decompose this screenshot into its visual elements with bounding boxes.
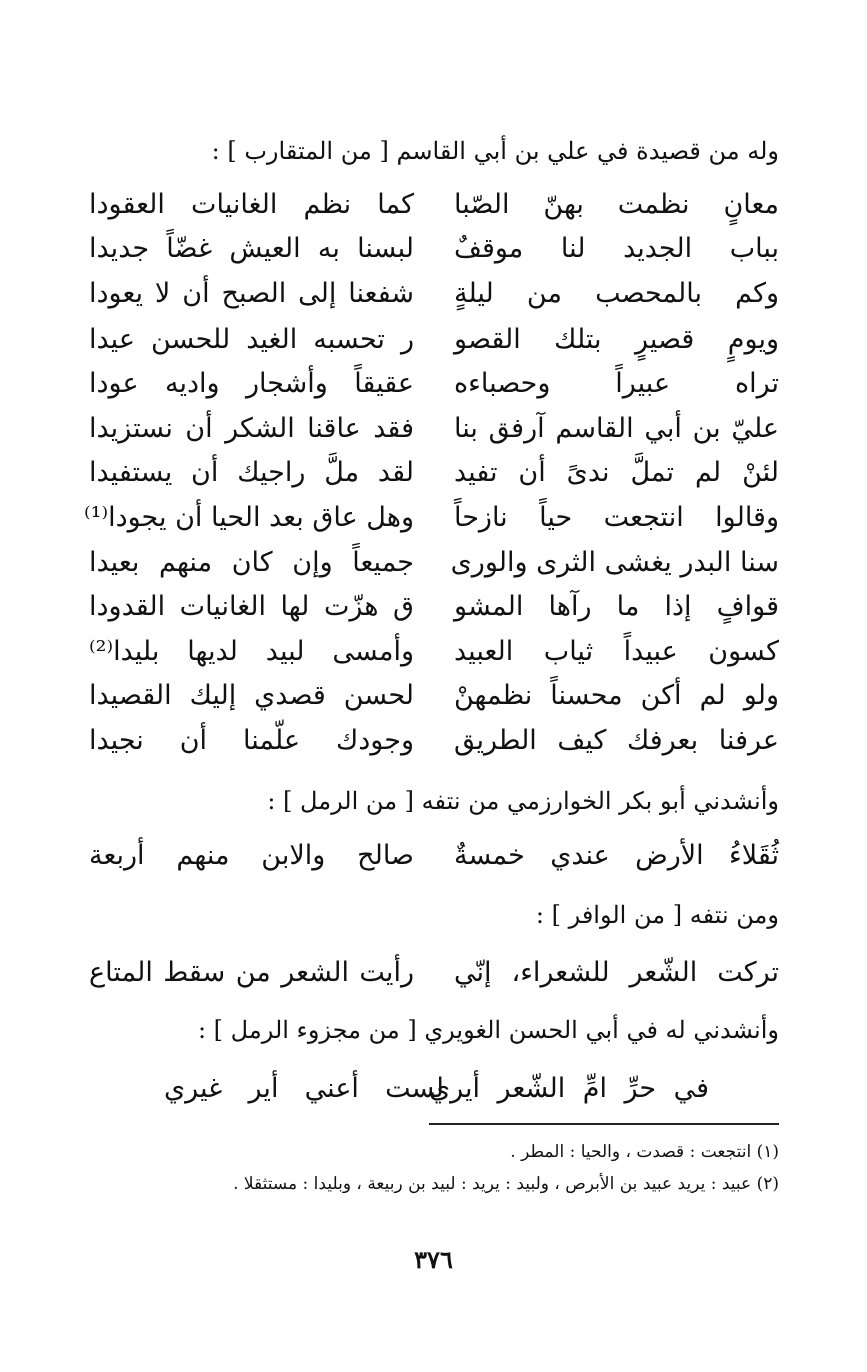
footnote-divider — [429, 1123, 779, 1125]
section-heading: وله من قصيدة في علي بن أبي القاسم [ من المتقارب ] : — [211, 137, 779, 165]
verse-first-hemistich: سنا البدر يغشى الثرى والورى — [450, 547, 779, 578]
verse-second-hemistich: شفعنا إلى الصبح أن لا يعودا — [89, 278, 414, 309]
verse-first-hemistich: وقالوا انتجعت حياً نازحاً — [454, 502, 779, 533]
verse-line — [89, 183, 779, 227]
verse-line — [89, 674, 779, 718]
verse-second-hemistich: لقد ملَّ راجيك أن يستفيدا — [89, 457, 414, 488]
verse-second-hemistich: وهل عاق بعد الحيا أن يجودا⁽¹⁾ — [83, 502, 414, 533]
verse-line — [89, 630, 779, 674]
verse-second-hemistich: كما نظم الغانيات العقودا — [89, 189, 414, 220]
verse-first-hemistich: تراه عبيراً وحصباءه — [454, 368, 779, 399]
verse-first-hemistich: ولو لم أكن محسناً نظمهنْ — [454, 680, 779, 711]
footnote: (١) انتجعت : قصدت ، والحيا : المطر . — [510, 1142, 779, 1162]
verse-second-hemistich: جميعاً وإن كان منهم بعيدا — [89, 547, 414, 578]
verse-second-hemistich: وجودك علّمنا أن نجيدا — [89, 725, 414, 756]
verse-line — [89, 719, 779, 763]
verse-first-hemistich: ثُقَلاءُ الأرض عندي خمسةٌ — [454, 840, 779, 871]
verse-line — [89, 227, 779, 271]
verse-line — [89, 1067, 779, 1111]
verse-line — [89, 318, 779, 362]
section-heading: وأنشدني أبو بكر الخوارزمي من نتفه [ من الرمل ] : — [267, 787, 779, 815]
verse-line — [89, 407, 779, 451]
verse-first-hemistich: عليّ بن أبي القاسم آرفق بنا — [454, 413, 779, 444]
verse-second-hemistich: لحسن قصدي إليك القصيدا — [89, 680, 414, 711]
verse-second-hemistich: صالح والابن منهم أربعة — [89, 840, 414, 871]
verse-second-hemistich: لبسنا به العيش غضّاً جديدا — [89, 233, 414, 264]
verse-line — [89, 585, 779, 629]
verse-first-hemistich: لئنْ لم تملَّ ندىً أن تفيد — [454, 457, 779, 488]
verse-line — [83, 496, 779, 540]
verse-second-hemistich: ر تحسبه الغيد للحسن عيدا — [89, 324, 414, 355]
verse-second-hemistich: عقيقاً وأشجار واديه عودا — [89, 368, 414, 399]
verse-line — [89, 362, 779, 406]
verse-first-hemistich: في حرِّ امِّ الشّعر أيري — [429, 1073, 709, 1104]
verse-first-hemistich: معانٍ نظمت بهنّ الصّبا — [454, 189, 779, 220]
verse-line — [89, 541, 779, 585]
verse-second-hemistich: رأيت الشعر من سقط المتاع — [89, 957, 414, 988]
verse-second-hemistich: وأمسى لبيد لديها بليدا⁽²⁾ — [89, 636, 414, 667]
verse-line — [89, 451, 779, 495]
verse-line — [89, 834, 779, 878]
verse-second-hemistich: لست أعني أير غيري — [164, 1073, 444, 1104]
verse-first-hemistich: وكم بالمحصب من ليلةٍ — [454, 278, 779, 309]
verse-first-hemistich: بباب الجديد لنا موقفٌ — [454, 233, 779, 264]
section-heading: ومن نتفه [ من الوافر ] : — [535, 901, 779, 929]
verse-second-hemistich: ق هزّت لها الغانيات القدودا — [89, 591, 414, 622]
verse-first-hemistich: تركت الشّعر للشعراء، إنّي — [454, 957, 779, 988]
verse-first-hemistich: قوافٍ إذا ما رآها المشو — [454, 591, 779, 622]
verse-first-hemistich: ويومٍ قصيرٍ بتلك القصو — [454, 324, 779, 355]
verse-first-hemistich: كسون عبيداً ثياب العبيد — [454, 636, 779, 667]
verse-second-hemistich: فقد عاقنا الشكر أن نستزيدا — [89, 413, 414, 444]
footnote: (٢) عبيد : يريد عبيد بن الأبرص ، ولبيد : يريد : لبيد بن ربيعة ، وبليدا : مستثقلا . — [233, 1174, 779, 1194]
verse-first-hemistich: عرفنا بعرفك كيف الطريق — [454, 725, 779, 756]
section-heading: وأنشدني له في أبي الحسن الغويري [ من مجزوء الرمل ] : — [197, 1016, 779, 1044]
verse-line — [89, 951, 779, 995]
page-number: ٣٧٦ — [414, 1245, 453, 1274]
verse-line — [89, 272, 779, 316]
